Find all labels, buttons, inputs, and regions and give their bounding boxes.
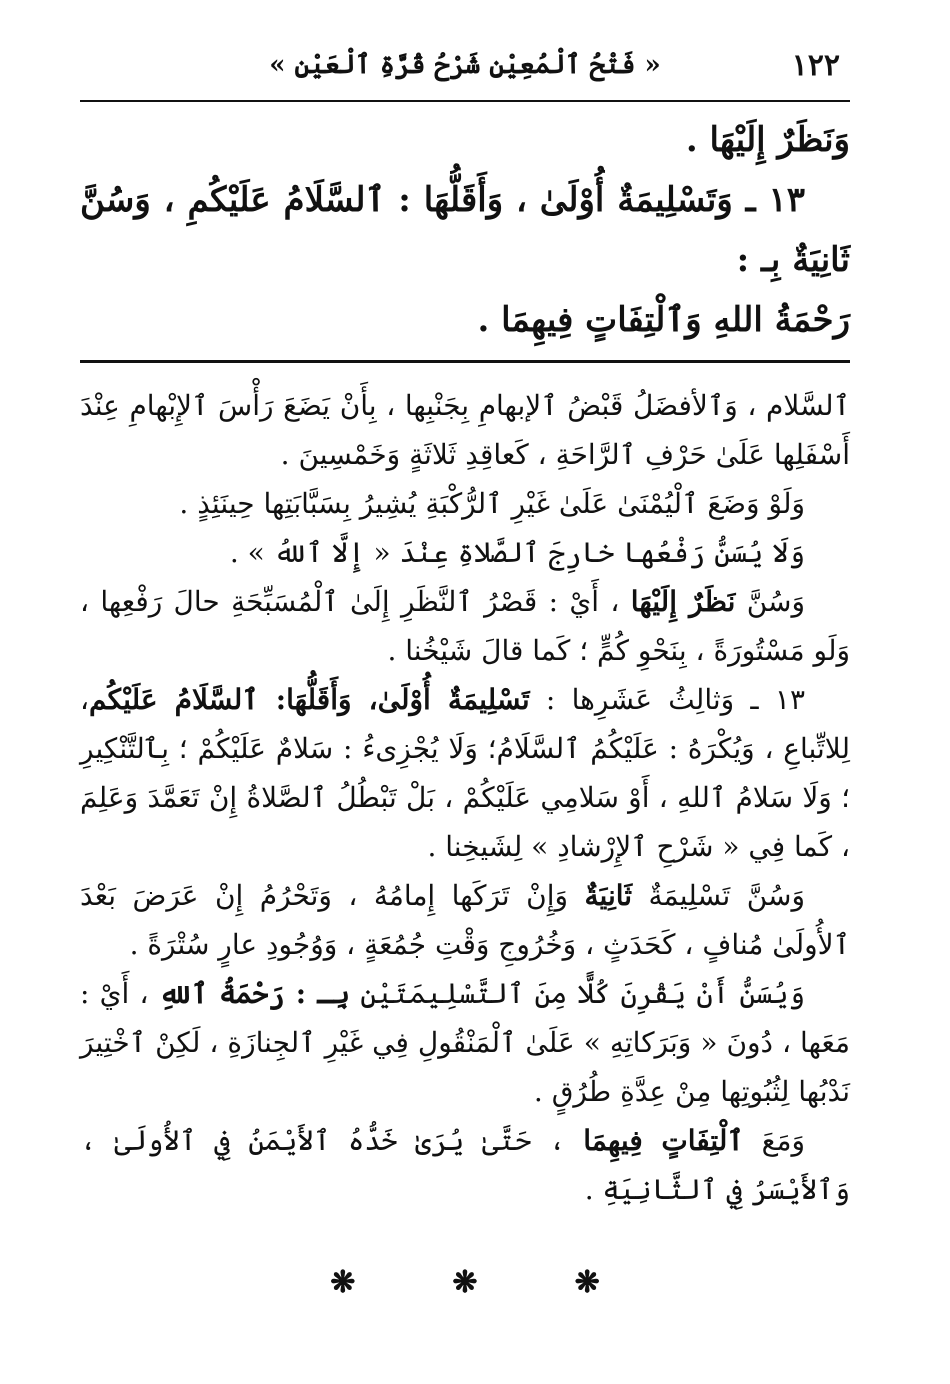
page-number: ١٢٢ [791,48,840,83]
sharh-paragraph [80,577,850,675]
book-page [80,40,850,1360]
sharh-text: ، حَتَّىٰ يُرَىٰ خَدُّهُ ٱلأَيْمَنُ فِي ٱلأُولَىٰ ، وَٱلأَيْسَرُ فِي ٱلثَّانِيَةِ . [80,1124,850,1206]
sharh-paragraph [80,675,850,871]
asterism-icon: ❋ [330,1265,356,1300]
matn-line: ١٣ ـ وَتَسْلِيمَةٌ أُوْلَىٰ ، وَأَقَلُّهَا : ٱلسَّلَامُ عَلَيْكُمِ ، وَسُنَّ ثَانِيَةٌ بِـ : [80,180,850,280]
matn-sharh-divider [80,360,850,363]
sharh-paragraph [80,1116,850,1214]
sharh-text: وَلَا يُسَنُّ رَفْعُها خارِجَ ٱلصَّلاةِ عِنْدَ « إِلَّا ٱللهُ » . [229,536,805,569]
sharh-text: وَسُنَّ تَسْلِيمَةٌ [632,879,805,912]
sharh-paragraph [80,381,850,479]
page-header [80,40,850,100]
matn-quote: تَسْلِيمَةٌ أُوْلَىٰ، وَأَقَلُّهَا: ٱلسَّلَامُ عَلَيْكُم [89,683,530,716]
matn-quote: ٱلْتِفَاتٍ فِيهِمَا [583,1124,744,1157]
sharh-text: وَمَعَ [743,1124,806,1157]
sharh-paragraph [80,969,850,1116]
sharh-text: وَإِنْ تَرَكَها إِمامُهُ ، وَتَحْرُمُ إِنْ عَرَضَ بَعْدَ ٱلأُولَىٰ مُنافٍ ، كَحَدَثٍ ، وَخُرُوجِ وَقْتِ جُمُعَةٍ ، وَوُجُودِ عارٍ سُتْرَةً . [80,879,850,961]
sharh-text: ، لِلاتِّباعِ ، وَيُكْرَهُ : عَلَيْكُمُ ٱلسَّلَامُ؛ وَلَا يُجْزِىءُ : سَلامٌ عَلَيْكُمْ ؛ بِٱلتَّنْكِيرِ ؛ وَلَا سَلامُ ٱللهِ ، أَوْ سَلامِي عَلَيْكُمْ ، بَلْ تَبْطُلُ ٱلصَّلاةُ إِنْ تَعَمَّدَ وَعَلِمَ ، كَما فِي « شَرْحِ ٱلإِرْشادِ » لِشَيخِنا . [80,683,850,863]
matn-text [80,102,850,350]
section-separator [80,1265,850,1300]
sharh-paragraph [80,528,850,577]
sharh-text: ١٣ ـ وَثالِثُ عَشَرِها : [529,683,805,716]
sharh-text: ٱلسَّلام ، وَٱلأفضَلُ قَبْضُ ٱلإبهامِ بِجَنْبِها ، بِأَنْ يَضَعَ رَأْسَ ٱلإِبْهامِ عِنْدَ أَسْفَلِها عَلَىٰ حَرْفِ ٱلرَّاحَةِ ، كَعاقِدِ ثَلاثَةٍ وَخَمْسِينَ . [80,389,850,471]
running-title: « فَتْحُ ٱلْمُعِيْنِ شَرْحُ قُرَّةِ ٱلْعَيْنِ » [269,50,661,80]
sharh-text: ، أَيْ : قَصْرُ ٱلنَّظَرِ إِلَىٰ ٱلْمُسَبِّحَةِ حالَ رَفْعِها ، وَلَو مَسْتُورَةً ، بِنَحْوِ كُمٍّ ؛ كَما قالَ شَيْخُنا . [80,585,850,667]
matn-line: وَنَظَرٌ إِلَيْهَا . [685,120,850,160]
sharh-text: وَلَوْ وَضَعَ ٱلْيُمْنَىٰ عَلَىٰ غَيْرِ ٱلرُّكْبَةِ يُشِيرُ بِسَبَّابَتِها حِينَئِذٍ . [179,487,805,520]
sharh-paragraph [80,479,850,528]
matn-quote: بِـ : رَحْمَةُ ٱللهِ [158,977,350,1010]
asterism-icon: ❋ [574,1265,600,1300]
sharh-text: ، أَيْ : مَعَها ، دُونَ « وَبَرَكاتِهِ » عَلَىٰ ٱلْمَنْقُولِ فِي غَيْرِ ٱلجِنازَةِ ، لَكِنْ ٱخْتِيرَ نَدْبُها لِثُبُوتِها مِنْ عِدَّةِ طُرُقٍ . [80,977,850,1108]
matn-quote: نَظَرٌ إِلَيْهَا [630,585,736,618]
asterism-icon: ❋ [452,1265,478,1300]
sharh-commentary [80,381,850,1214]
sharh-text: وَيُسَنُّ أَنْ يَقْرِنَ كُلًّا مِنَ ٱلتَّسْلِيمَتَيْنِ [349,977,805,1010]
sharh-paragraph [80,871,850,969]
matn-quote: ثَانِيَةٌ [584,879,633,912]
sharh-text: وَسُنَّ [735,585,806,618]
matn-line: رَحْمَةُ اللهِ وَٱلْتِفَاتٍ فِيهِمَا . [477,300,850,340]
